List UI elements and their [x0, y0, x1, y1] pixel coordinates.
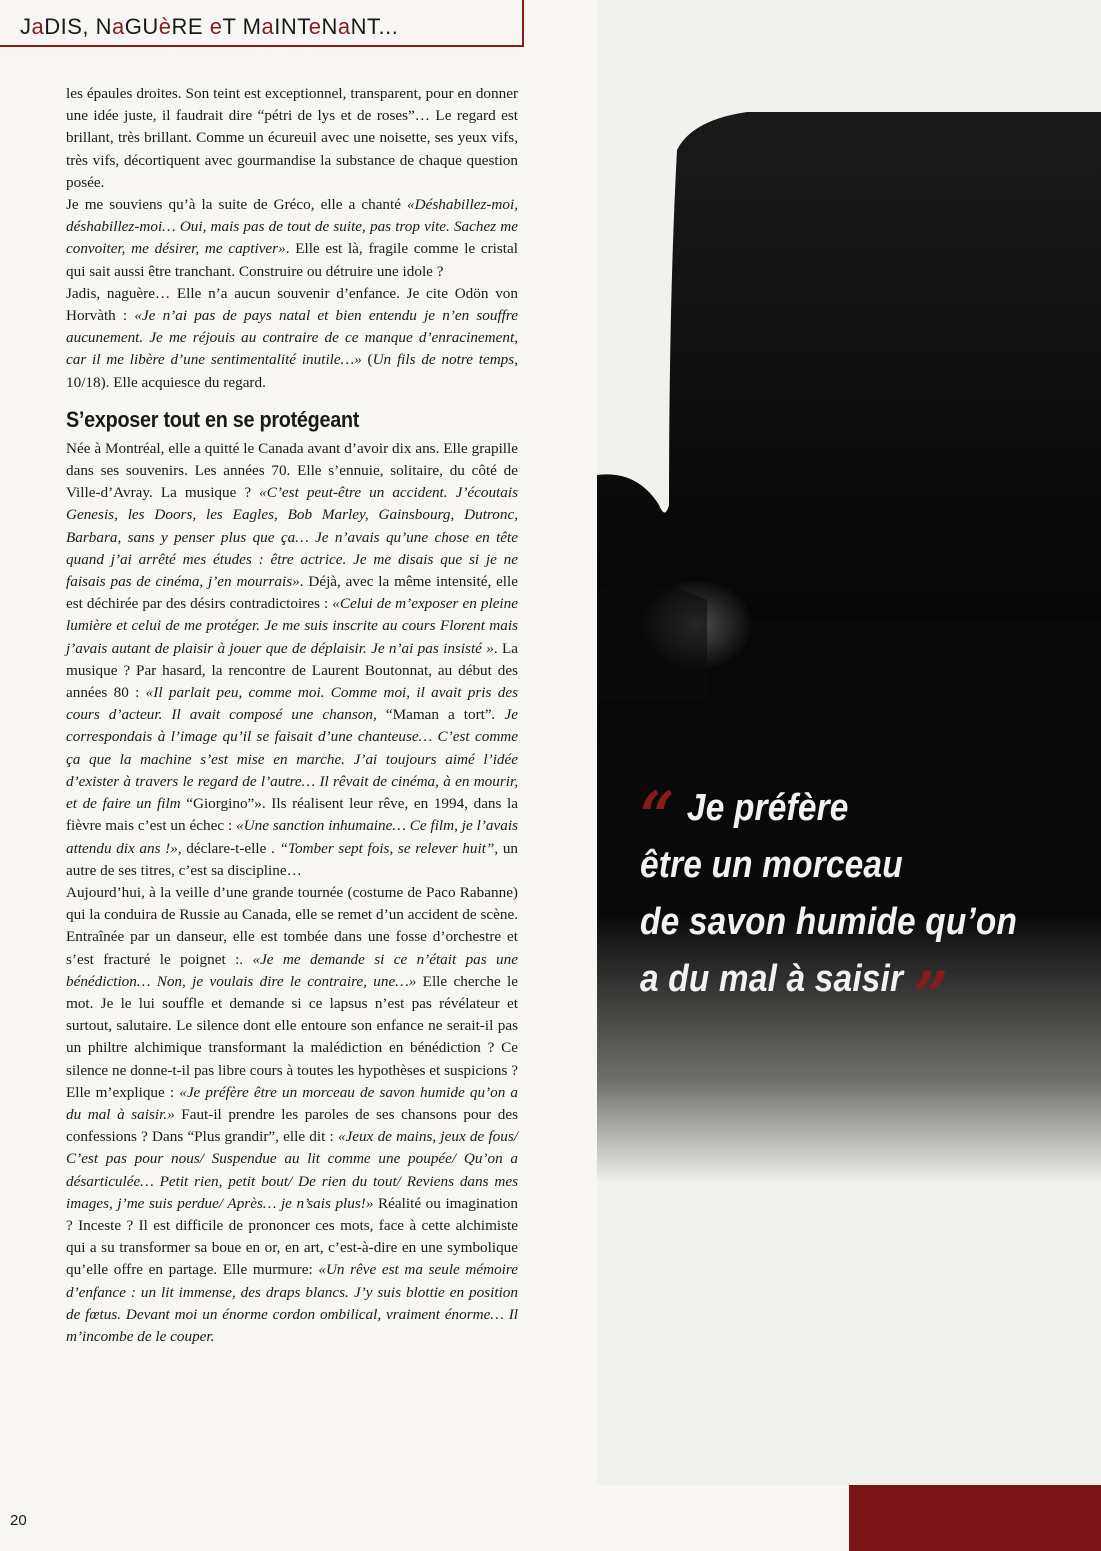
armchair-illustration — [597, 0, 1101, 1485]
pull-quote-line: “ Je préfère — [640, 777, 849, 857]
close-quote-mark: ” — [913, 958, 949, 1038]
paragraph: Je me souviens qu’à la suite de Gréco, elle a chanté «Déshabillez-moi, déshabillez-moi… Oui, mais pas de tout de suite, pas trop vite. Sachez me convoiter, me désirer, me captiver». Elle est là, fragile comme le cristal qui sait aussi être tranchant. Construire ou détruire une idole ? — [66, 196, 518, 280]
paragraph: Née à Montréal, elle a quitté le Canada avant d’avoir dix ans. Elle grapille dans ses souvenirs. Les années 70. Elle s’ennuie, solitaire, du côté de Ville-d’Avray. La musique ? «C’est peut-être un accident. J’écoutais Genesis, les Doors, les Eagles, Bob Marley, Gainsbourg, Dutronc, Barbara, sans y penser plus que ça… Je n’avais qu’une chose en tête quand j’ai arrêté mes études : être actrice. Je me disais que si je ne faisais pas de cinéma, j’en mourrais». Déjà, avec la même intensité, elle est déchirée par des désirs contradictoires : «Celui de m’exposer en pleine lumière et celui de me protéger. Je me suis inscrite au cours Florent mais j’avais autant de plaisir à jouer que de déplaisir. Je n’ai pas insisté ». La musique ? Par hasard, la rencontre de Laurent Boutonnat, au début des années 80 : «Il parlait peu, comme moi. Comme moi, il avait pris des cours d’acteur. Il avait composé une chanson, “Maman a tort”. Je correspondais à l’image qu’il se faisait d’une chanteuse… C’est comme ça que la machine s’est mise en marche. J’ai toujours aimé l’idée d’exister à travers le regard de l’autre… Il rêvait de cinéma, à en mourir, et de faire un film “Giorgino”». Ils réalisent leur rêve, en 1994, dans la fièvre mais c’est un échec : «Une sanction inhumaine… Ce film, je l’avais attendu dix ans !», déclare-t-elle . “Tomber sept fois, se relever huit”, un autre de ses titres, c’est sa discipline… — [66, 439, 519, 879]
paragraph: Aujourd’hui, à la veille d’une grande tournée (costume de Paco Rabanne) qui la conduira de Russie au Canada, elle se remet d’un accident de scène. Entraînée par un danseur, elle est tombée dans une fosse d’orchestre et s’est fracturé le poignet :. «Je me demande si ce n’était pas une bénédiction… Non, je voulais dire le contraire, une…» Elle cherche le mot. Je le lui souffle et demande si ce lapsus n’est pas révélateur et surtout, salutaire. Le silence dont elle entoure son enfance ne serait-il pas un philtre alchimique transformant la malédiction en bénédiction ? Ce silence ne donne-t-il pas libre cours à toutes les hypothèses et suspicions ? Elle m’explique : «Je préfère être un morceau de savon humide qu’on a du mal à saisir.» Faut-il prendre les paroles de ses chansons pour des confessions ? Dans “Plus grandir”, elle dit : «Jeux de mains, jeux de fous/ C’est pas pour nous/ Suspendue au lit comme une poupée/ Qu’on a désarticulée… Petit rien, petit bout/ De rien du tout/ Reviens dans mes images, j’me suis perdue/ Après… je n’sais plus!» Réalité ou imagination ? Inceste ? Il est difficile de prononcer ces mots, face à cette alchimiste qui a su transformer sa boue en or, en art, c’est-à-dire en une symbolique qu’elle offre en partage. Elle murmure: «Un rêve est ma seule mémoire d’enfance : un lit immense, des draps blancs. J’y suis blottie en position de fœtus. Devant moi un énorme cordon ombilical, vraiment énorme… Il m’incombe de le couper. — [66, 883, 519, 1345]
section-title: JaDIS, NaGUèRE eT MaINTeNaNT... — [20, 14, 399, 39]
pull-quote-line: être un morceau — [640, 844, 903, 886]
paragraph: Jadis, naguère… Elle n’a aucun souvenir d’enfance. Je cite Odön von Horvàth : «Je n’ai pas de pays natal et bien entendu je n’en souffre aucunement. Je me réjouis au contraire de ce manque d’enracinement, car il me libère d’une sentimentalité inutile…» (Un fils de notre temps, 10/18). Elle acquiesce du regard. — [66, 284, 518, 391]
article-body — [66, 83, 518, 1348]
page-number: 20 — [10, 1512, 27, 1529]
running-header — [0, 0, 524, 47]
pull-quote-line: de savon humide qu’on — [640, 901, 1018, 943]
decorative-red-block — [849, 1485, 1101, 1551]
pull-quote-line: a du mal à saisir ” — [640, 958, 949, 1038]
paragraph: les épaules droites. Son teint est exceptionnel, transparent, pour en donner une idée juste, il faudrait dire “pétri de lys et de roses”… Le regard est brillant, très brillant. Comme un écureuil avec une noisette, ses yeux vifs, très vifs, décortiquent avec gourmandise la substance de chaque question posée. — [66, 85, 518, 191]
open-quote-mark: “ — [640, 777, 675, 857]
section-subhead: S’exposer tout en se protégeant — [66, 406, 360, 432]
pull-quote — [640, 777, 1095, 1038]
armchair-photo — [597, 0, 1101, 1485]
